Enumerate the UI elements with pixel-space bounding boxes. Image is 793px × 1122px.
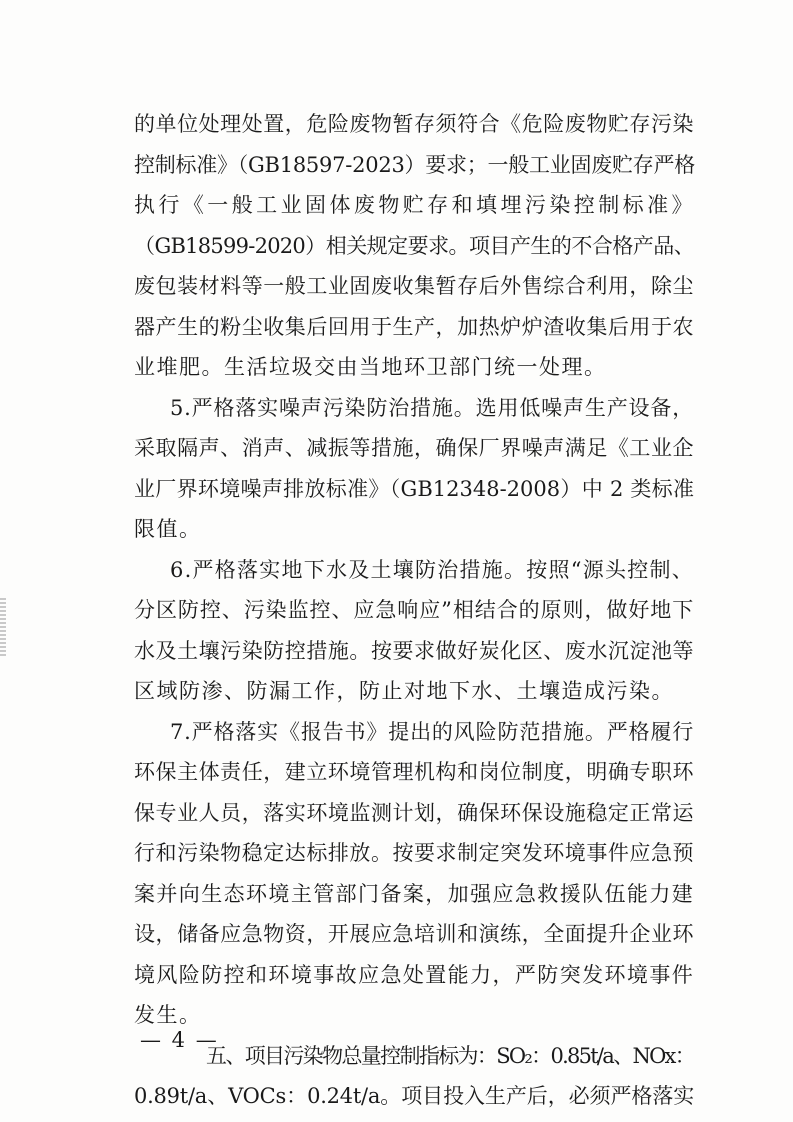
text-line: 境风险防控和环境事故应急处置能力，严防突发环境事件 bbox=[134, 962, 694, 987]
text-line: 设，储备应急物资，开展应急培训和演练，全面提升企业环 bbox=[134, 922, 694, 946]
text-line: 执行《一般工业固体废物贮存和填埋污染控制标准》 bbox=[134, 193, 694, 217]
text-line: 行和污染物稳定达标排放。按要求制定突发环境事件应急预 bbox=[134, 841, 694, 865]
text-line: 案并向生态环境主管部门备案，加强应急救援队伍能力建 bbox=[134, 881, 694, 906]
text-line: （GB18599-2020）相关规定要求。项目产生的不合格产品、 bbox=[134, 233, 694, 258]
text-line: 水及土壤污染防控措施。按要求做好炭化区、废水沉淀池等 bbox=[134, 638, 694, 663]
text-line: 业厂界环境噪声排放标准》（GB12348-2008）中 2 类标准 bbox=[134, 476, 694, 501]
text-line: 发生。 bbox=[134, 1003, 202, 1027]
text-line: 0.89t/a、VOCs：0.24t/a。项目投入生产后，必须严格落实 bbox=[134, 1084, 694, 1108]
text-line: 5.严格落实噪声污染防治措施。选用低噪声生产设备， bbox=[170, 395, 694, 420]
body-text bbox=[134, 104, 694, 1117]
binding-edge-mark bbox=[0, 598, 6, 656]
text-line: 五、项目污染物总量控制指标为：SO₂：0.85t/a、NOx： bbox=[206, 1043, 694, 1068]
text-line: 废包装材料等一般工业固废收集暂存后外售综合利用，除尘 bbox=[134, 274, 694, 298]
text-line: 器产生的粉尘收集后回用于生产，加热炉炉渣收集后用于农 bbox=[134, 314, 694, 339]
text-line: 的单位处理处置，危险废物暂存须符合《危险废物贮存污染 bbox=[134, 112, 694, 136]
text-line: 环保主体责任，建立环境管理机构和岗位制度，明确专职环 bbox=[134, 760, 694, 784]
text-line: 采取隔声、消声、减振等措施，确保厂界噪声满足《工业企 bbox=[134, 436, 694, 460]
text-line: 分区防控、污染监控、应急响应”相结合的原则，做好地下 bbox=[134, 598, 694, 622]
text-line: 业堆肥。生活垃圾交由当地环卫部门统一处理。 bbox=[134, 355, 607, 379]
text-line: 区域防渗、防漏工作，防止对地下水、土壤造成污染。 bbox=[134, 679, 674, 703]
text-line: 保专业人员，落实环境监测计划，确保环保设施稳定正常运 bbox=[134, 800, 694, 825]
text-line: 限值。 bbox=[134, 517, 202, 541]
text-line: 7.严格落实《报告书》提出的风险防范措施。严格履行 bbox=[170, 719, 694, 744]
page-number: — 4 — bbox=[140, 1028, 219, 1052]
text-line: 控制标准》（GB18597-2023）要求；一般工业固废贮存严格 bbox=[134, 152, 696, 177]
text-line: 6.严格落实地下水及土壤防治措施。按照“源头控制、 bbox=[170, 557, 695, 582]
